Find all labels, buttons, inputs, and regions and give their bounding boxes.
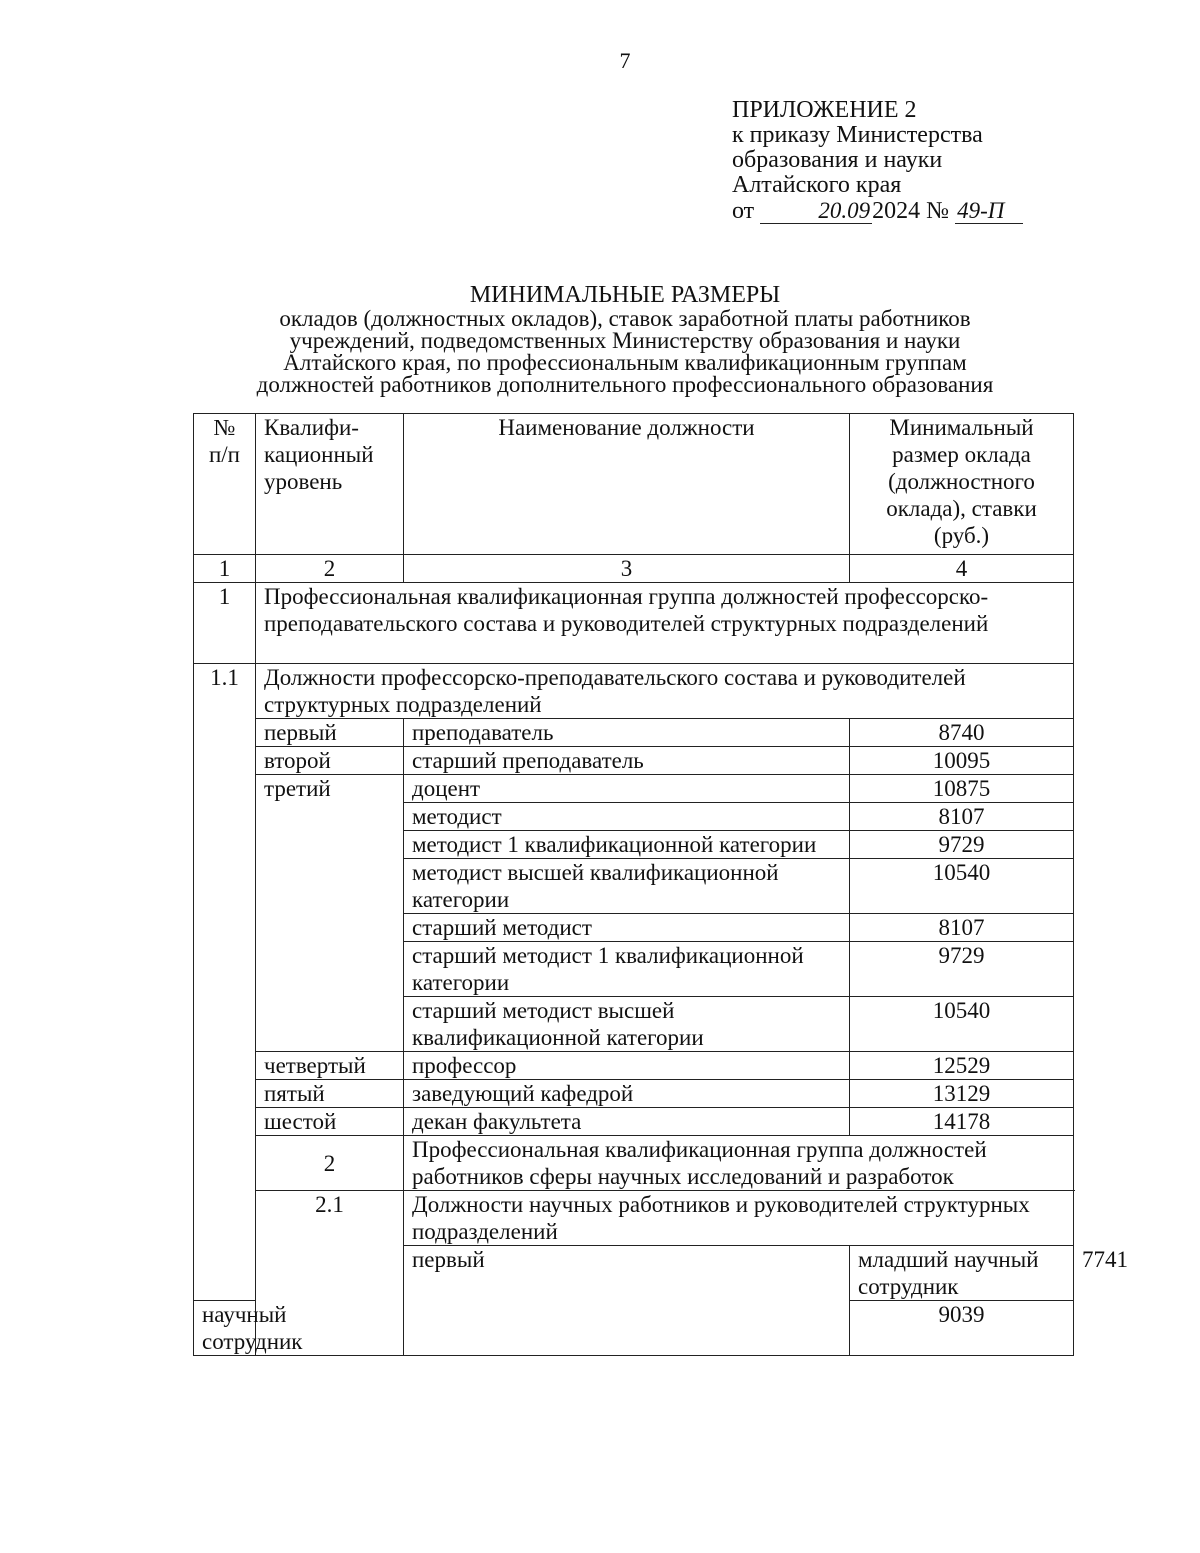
subgroup-title: Должности профессорско-преподавательского состава и руководителей структурных подразделений xyxy=(256,664,1074,719)
position-cell: преподаватель xyxy=(404,719,850,747)
level-cell: первый xyxy=(404,1246,850,1356)
header-num-line: п/п xyxy=(208,442,240,467)
appendix-line: образования и науки xyxy=(732,147,943,173)
table-row xyxy=(194,775,1074,803)
position-cell: методист высшей квалификационной категории xyxy=(404,859,850,914)
salary-cell: 13129 xyxy=(850,1080,1074,1108)
table-row xyxy=(194,1108,1074,1136)
subtitle-line: учреждений, подведомственных Министерству образования и науки xyxy=(289,328,961,353)
handwritten-order-number: 49-П xyxy=(955,198,1023,224)
column-numbers-row xyxy=(194,555,1074,583)
page-number: 7 xyxy=(619,48,631,73)
header-row xyxy=(194,414,1074,555)
subgroup-number: 1.1 xyxy=(194,664,256,1301)
col-number: 4 xyxy=(850,555,1074,583)
subgroup-title: Должности научных работников и руководителей структурных подразделений xyxy=(404,1191,1074,1246)
level-cell: первый xyxy=(256,719,404,747)
document-title xyxy=(0,282,1200,396)
header-level-line: кационный xyxy=(264,442,374,467)
position-cell: старший методист высшей квалификационной категории xyxy=(404,997,850,1052)
salary-cell: 9729 xyxy=(850,831,1074,859)
header-position: Наименование должности xyxy=(404,414,850,555)
appendix-block xyxy=(732,98,1023,224)
level-cell: шестой xyxy=(256,1108,404,1136)
subtitle-line: должностей работников дополнительного профессионального образования xyxy=(256,372,994,397)
group-number: 2 xyxy=(256,1136,404,1191)
position-cell: декан факультета xyxy=(404,1108,850,1136)
appendix-line: Алтайского края xyxy=(732,172,902,198)
salary-cell: 12529 xyxy=(850,1052,1074,1080)
subgroup-row xyxy=(194,1191,1074,1246)
salary-cell: 9729 xyxy=(850,942,1074,997)
salary-cell: 14178 xyxy=(850,1108,1074,1136)
position-cell: методист 1 квалификационной категории xyxy=(404,831,850,859)
table-row: первый младший научный сотрудник 7741 xyxy=(194,1246,1074,1301)
col-number: 2 xyxy=(256,555,404,583)
position-cell: методист xyxy=(404,803,850,831)
group-title: Профессиональная квалификационная группа должностей работников сферы научных исследований и разработок xyxy=(404,1136,1074,1191)
header-level-line: Квалифи- xyxy=(264,415,359,440)
salary-cell: 9039 xyxy=(850,1301,1074,1356)
salary-cell: 8740 xyxy=(850,719,1074,747)
position-cell: заведующий кафедрой xyxy=(404,1080,850,1108)
header-salary-line: размер оклада xyxy=(892,442,1031,467)
position-cell: доцент xyxy=(404,775,850,803)
salary-cell: 10095 xyxy=(850,747,1074,775)
header-salary xyxy=(850,414,1074,555)
salary-cell: 8107 xyxy=(850,803,1074,831)
year-number-label: 2024 № xyxy=(872,198,950,224)
appendix-title: ПРИЛОЖЕНИЕ 2 xyxy=(732,97,917,123)
col-number: 1 xyxy=(194,555,256,583)
order-date-line xyxy=(732,198,1023,224)
subgroup-row xyxy=(194,664,1074,719)
header-salary-line: (руб.) xyxy=(933,523,990,548)
header-level xyxy=(256,414,404,555)
table-row xyxy=(194,719,1074,747)
col-number: 3 xyxy=(404,555,850,583)
level-cell: пятый xyxy=(256,1080,404,1108)
header-salary-line: оклада), ставки xyxy=(886,496,1037,521)
handwritten-date: 20.09 xyxy=(760,198,872,224)
subtitle-line: окладов (должностных окладов), ставок заработной платы работников xyxy=(279,306,971,331)
header-salary-line: Минимальный xyxy=(889,415,1034,440)
appendix-line: к приказу Министерства xyxy=(732,122,983,148)
salary-cell: 8107 xyxy=(850,914,1074,942)
position-cell: старший методист xyxy=(404,914,850,942)
table-row xyxy=(194,1052,1074,1080)
salary-cell: 10875 xyxy=(850,775,1074,803)
level-cell: третий xyxy=(256,775,404,1052)
group-number: 1 xyxy=(194,583,256,664)
level-cell: второй xyxy=(256,747,404,775)
header-num-line: № xyxy=(213,415,236,440)
table-row xyxy=(194,747,1074,775)
position-cell: младший научный сотрудник xyxy=(850,1246,1074,1301)
header-num xyxy=(194,414,256,555)
salary-table xyxy=(193,413,1128,1356)
group-row xyxy=(194,583,1074,664)
header-salary-line: (должностного xyxy=(888,469,1035,494)
header-level-line: уровень xyxy=(264,469,343,494)
level-cell: четвертый xyxy=(256,1052,404,1080)
position-cell: профессор xyxy=(404,1052,850,1080)
subgroup-number: 2.1 xyxy=(256,1191,404,1356)
subtitle-line: Алтайского края, по профессиональным квалификационным группам xyxy=(283,350,967,375)
position-cell: старший методист 1 квалификационной категории xyxy=(404,942,850,997)
table-row xyxy=(194,1080,1074,1108)
group-row xyxy=(194,1136,1074,1191)
position-cell: научный сотрудник xyxy=(194,1301,256,1356)
salary-cell: 10540 xyxy=(850,997,1074,1052)
position-cell: старший преподаватель xyxy=(404,747,850,775)
date-prefix: от xyxy=(732,198,755,224)
salary-cell: 10540 xyxy=(850,859,1074,914)
group-title: Профессиональная квалификационная группа должностей профессорско-преподавательского состава и руководителей структурных подразделений xyxy=(256,583,1074,664)
title-main: МИНИМАЛЬНЫЕ РАЗМЕРЫ xyxy=(469,282,781,308)
